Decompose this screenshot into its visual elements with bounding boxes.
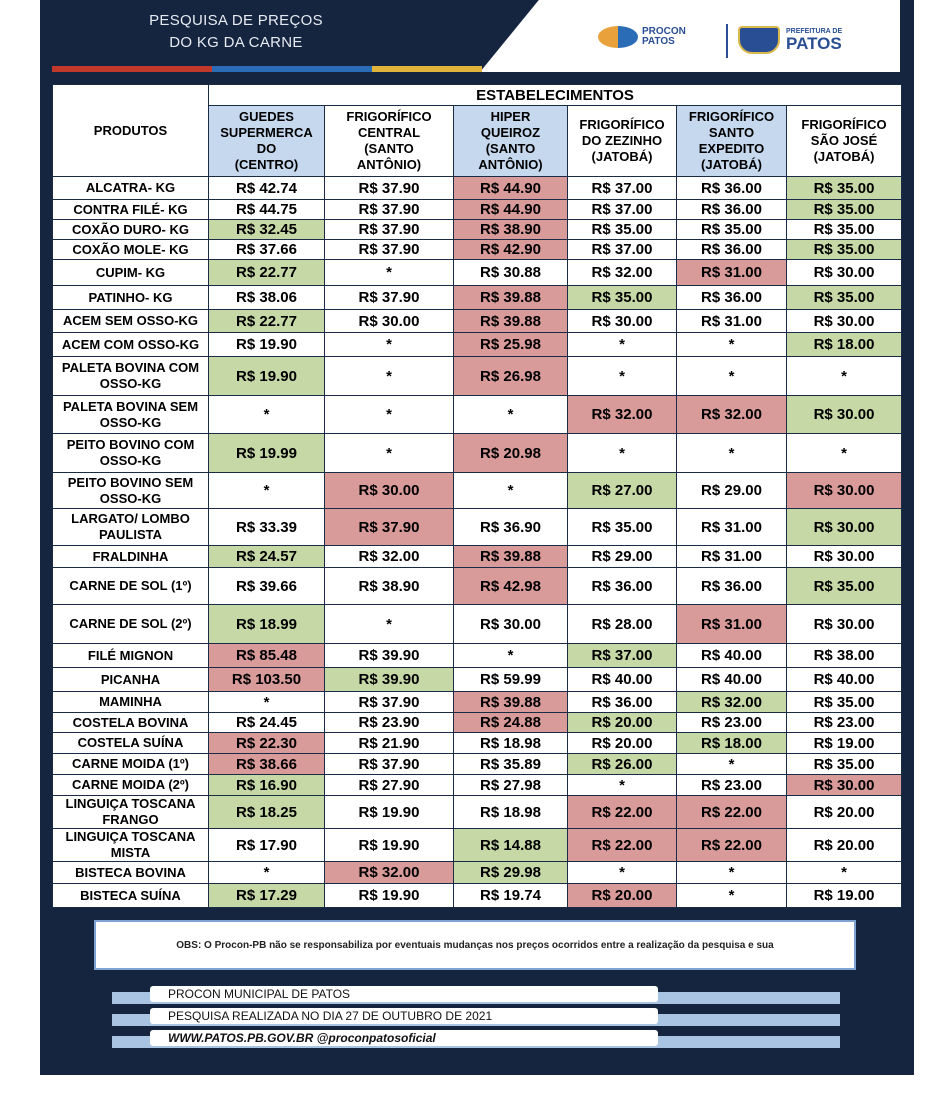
price-cell: R$ 27.98 xyxy=(454,775,568,796)
column-header-line: (CENTRO) xyxy=(234,157,299,172)
product-name: PEITO BOVINO SEM OSSO-KG xyxy=(53,473,209,509)
price-cell: R$ 16.90 xyxy=(209,775,325,796)
price-cell: * xyxy=(209,862,325,884)
column-header-line: EXPEDITO xyxy=(698,141,765,156)
price-cell: R$ 32.00 xyxy=(325,862,454,884)
product-name: BISTECA BOVINA xyxy=(53,862,209,884)
price-cell: R$ 30.00 xyxy=(787,775,902,796)
price-cell: * xyxy=(568,862,677,884)
price-cell: R$ 36.00 xyxy=(677,200,787,220)
column-header-line: GUEDES xyxy=(239,109,294,124)
product-name: COSTELA SUÍNA xyxy=(53,733,209,754)
price-cell: R$ 31.00 xyxy=(677,546,787,568)
price-cell: R$ 39.90 xyxy=(325,668,454,692)
product-name: ALCATRA- KG xyxy=(53,177,209,200)
price-cell: R$ 39.88 xyxy=(454,286,568,310)
price-cell: R$ 30.00 xyxy=(787,310,902,333)
column-header-line: DO ZEZINHO xyxy=(581,133,663,148)
price-cell: R$ 37.00 xyxy=(568,200,677,220)
product-name: PEITO BOVINO COM OSSO-KG xyxy=(53,434,209,473)
price-cell: R$ 30.00 xyxy=(325,310,454,333)
price-cell: R$ 40.00 xyxy=(677,668,787,692)
price-cell: R$ 18.00 xyxy=(677,733,787,754)
table-row xyxy=(53,509,902,546)
column-header-line: FRIGORÍFICO xyxy=(688,109,775,124)
price-cell: * xyxy=(325,605,454,644)
price-cell: R$ 30.00 xyxy=(787,473,902,509)
price-cell: R$ 38.90 xyxy=(454,220,568,240)
column-header-line: SÃO JOSÉ xyxy=(810,133,878,148)
price-cell: R$ 29.00 xyxy=(677,473,787,509)
stripe-red xyxy=(52,66,212,72)
price-cell: R$ 23.00 xyxy=(677,713,787,733)
table-row xyxy=(53,733,902,754)
prefeitura-logo xyxy=(738,26,842,54)
price-cell: R$ 35.00 xyxy=(787,177,902,200)
price-cell: R$ 39.66 xyxy=(209,568,325,605)
column-header-line: DO xyxy=(256,141,277,156)
table-row xyxy=(53,357,902,396)
product-name: FRALDINHA xyxy=(53,546,209,568)
price-cell: R$ 25.98 xyxy=(454,333,568,357)
table-row xyxy=(53,884,902,908)
procon-logo-line2: PATOS xyxy=(642,36,675,47)
price-cell: R$ 27.00 xyxy=(568,473,677,509)
price-cell: R$ 40.00 xyxy=(677,644,787,668)
title-line-2: DO KG DA CARNE xyxy=(169,34,303,51)
price-cell: R$ 18.00 xyxy=(787,333,902,357)
price-cell: R$ 14.88 xyxy=(454,829,568,862)
price-cell: R$ 103.50 xyxy=(209,668,325,692)
price-cell: R$ 22.00 xyxy=(568,796,677,829)
table-row xyxy=(53,546,902,568)
price-cell: R$ 37.90 xyxy=(325,692,454,713)
price-cell: R$ 24.45 xyxy=(209,713,325,733)
price-cell: R$ 36.00 xyxy=(568,568,677,605)
table-row xyxy=(53,796,902,829)
price-cell: R$ 18.99 xyxy=(209,605,325,644)
price-cell: R$ 38.66 xyxy=(209,754,325,775)
price-cell: R$ 30.00 xyxy=(787,260,902,286)
table-row xyxy=(53,829,902,862)
table-row xyxy=(53,862,902,884)
price-cell: R$ 30.00 xyxy=(787,509,902,546)
product-name: FILÉ MIGNON xyxy=(53,644,209,668)
price-cell: R$ 22.00 xyxy=(677,796,787,829)
price-cell: R$ 36.00 xyxy=(677,286,787,310)
price-cell: R$ 35.00 xyxy=(787,240,902,260)
column-header-line: CENTRAL xyxy=(357,125,421,140)
product-name: PALETA BOVINA COM OSSO-KG xyxy=(53,357,209,396)
price-cell: R$ 20.00 xyxy=(568,713,677,733)
price-cell: * xyxy=(677,754,787,775)
table-row xyxy=(53,605,902,644)
price-cell: R$ 37.90 xyxy=(325,177,454,200)
prefeitura-small: PREFEITURA DE xyxy=(786,28,843,35)
price-cell: R$ 31.00 xyxy=(677,260,787,286)
price-cell: * xyxy=(677,884,787,908)
price-cell: R$ 35.00 xyxy=(787,286,902,310)
prefeitura-big: PATOS xyxy=(786,34,842,53)
price-cell: R$ 35.00 xyxy=(787,754,902,775)
table-row xyxy=(53,473,902,509)
price-cell: R$ 23.90 xyxy=(325,713,454,733)
price-cell: R$ 35.00 xyxy=(787,220,902,240)
price-cell: * xyxy=(209,692,325,713)
price-cell: R$ 40.00 xyxy=(787,668,902,692)
price-cell: R$ 29.98 xyxy=(454,862,568,884)
product-name: CARNE MOIDA (2º) xyxy=(53,775,209,796)
price-cell: R$ 39.88 xyxy=(454,692,568,713)
table-row xyxy=(53,713,902,733)
price-cell: R$ 36.00 xyxy=(568,692,677,713)
page-title xyxy=(136,10,336,54)
column-header xyxy=(677,106,787,177)
price-cell: R$ 30.00 xyxy=(787,546,902,568)
price-cell: R$ 35.00 xyxy=(787,568,902,605)
column-header-line: FRIGORÍFICO xyxy=(801,117,887,132)
product-name: CONTRA FILÉ- KG xyxy=(53,200,209,220)
price-cell: R$ 42.90 xyxy=(454,240,568,260)
price-cell: R$ 21.90 xyxy=(325,733,454,754)
table-row xyxy=(53,177,902,200)
price-cell: R$ 38.90 xyxy=(325,568,454,605)
price-cell: R$ 37.90 xyxy=(325,220,454,240)
price-cell: R$ 28.00 xyxy=(568,605,677,644)
price-cell: R$ 24.88 xyxy=(454,713,568,733)
column-header xyxy=(209,106,325,177)
column-header-line: QUEIROZ xyxy=(480,125,541,140)
price-cell: R$ 19.90 xyxy=(209,333,325,357)
title-line-1: PESQUISA DE PREÇOS xyxy=(149,12,323,29)
price-cell: R$ 17.29 xyxy=(209,884,325,908)
product-name: ACEM COM OSSO-KG xyxy=(53,333,209,357)
table-row xyxy=(53,568,902,605)
price-cell: * xyxy=(209,396,325,434)
table-row xyxy=(53,286,902,310)
stripe-blue xyxy=(212,66,372,72)
table-row xyxy=(53,310,902,333)
price-cell: * xyxy=(568,775,677,796)
price-cell: R$ 40.00 xyxy=(568,668,677,692)
column-header-line: HIPER xyxy=(490,109,531,124)
price-cell: R$ 42.74 xyxy=(209,177,325,200)
price-cell: R$ 22.77 xyxy=(209,260,325,286)
price-cell: R$ 31.00 xyxy=(677,509,787,546)
column-header xyxy=(568,106,677,177)
price-cell: R$ 20.98 xyxy=(454,434,568,473)
price-cell: R$ 27.90 xyxy=(325,775,454,796)
stripe-yellow xyxy=(372,66,482,72)
price-cell: * xyxy=(568,357,677,396)
price-cell: R$ 37.90 xyxy=(325,509,454,546)
table-row xyxy=(53,200,902,220)
column-header-line: (SANTO xyxy=(364,141,414,156)
product-name: LARGATO/ LOMBO PAULISTA xyxy=(53,509,209,546)
price-cell: * xyxy=(568,434,677,473)
price-cell: R$ 44.90 xyxy=(454,177,568,200)
price-cell: * xyxy=(677,357,787,396)
price-cell: R$ 39.88 xyxy=(454,546,568,568)
price-cell: R$ 38.06 xyxy=(209,286,325,310)
price-cell: R$ 35.00 xyxy=(568,509,677,546)
product-name: PATINHO- KG xyxy=(53,286,209,310)
price-cell: R$ 17.90 xyxy=(209,829,325,862)
price-cell: * xyxy=(568,333,677,357)
price-cell: R$ 23.00 xyxy=(787,713,902,733)
price-cell: R$ 20.00 xyxy=(568,884,677,908)
product-name: COXÃO MOLE- KG xyxy=(53,240,209,260)
table-row xyxy=(53,434,902,473)
price-cell: R$ 59.99 xyxy=(454,668,568,692)
price-cell: * xyxy=(325,357,454,396)
price-cell: R$ 37.00 xyxy=(568,240,677,260)
price-cell: R$ 33.39 xyxy=(209,509,325,546)
price-cell: R$ 37.00 xyxy=(568,177,677,200)
procon-logo xyxy=(598,26,686,48)
price-cell: R$ 32.00 xyxy=(568,396,677,434)
product-name: COSTELA BOVINA xyxy=(53,713,209,733)
price-cell: * xyxy=(677,333,787,357)
product-name: LINGUIÇA TOSCANA MISTA xyxy=(53,829,209,862)
table-row xyxy=(53,692,902,713)
table-row xyxy=(53,775,902,796)
price-cell: R$ 35.00 xyxy=(787,200,902,220)
product-name: BISTECA SUÍNA xyxy=(53,884,209,908)
price-cell: R$ 35.00 xyxy=(568,286,677,310)
price-cell: R$ 24.57 xyxy=(209,546,325,568)
column-header-line: ANTÔNIO) xyxy=(356,157,422,172)
price-cell: R$ 30.00 xyxy=(454,605,568,644)
price-cell: * xyxy=(677,862,787,884)
table-row xyxy=(53,668,902,692)
column-header-line: SUPERMERCA xyxy=(220,125,313,140)
price-cell: R$ 30.88 xyxy=(454,260,568,286)
price-cell: R$ 31.00 xyxy=(677,310,787,333)
price-cell: R$ 44.75 xyxy=(209,200,325,220)
price-cell: R$ 18.25 xyxy=(209,796,325,829)
obs-notice: OBS: O Procon-PB não se responsabiliza por eventuais mudanças nos preços ocorridos entre a realização da pesquisa e sua xyxy=(94,920,856,970)
price-cell: * xyxy=(325,333,454,357)
table-row xyxy=(53,260,902,286)
price-cell: R$ 36.90 xyxy=(454,509,568,546)
price-cell: R$ 20.00 xyxy=(787,829,902,862)
price-cell: * xyxy=(454,644,568,668)
column-header-line: (JATOBÁ) xyxy=(813,149,875,164)
product-name: MAMINHA xyxy=(53,692,209,713)
column-header-line: SANTO xyxy=(708,125,755,140)
price-cell: * xyxy=(454,473,568,509)
product-name: PALETA BOVINA SEM OSSO-KG xyxy=(53,396,209,434)
table-row xyxy=(53,396,902,434)
city-crest-icon xyxy=(738,26,780,54)
price-cell: R$ 19.74 xyxy=(454,884,568,908)
handshake-icon xyxy=(598,26,638,48)
price-cell: R$ 31.00 xyxy=(677,605,787,644)
price-cell: R$ 22.30 xyxy=(209,733,325,754)
table-row xyxy=(53,333,902,357)
price-cell: R$ 29.00 xyxy=(568,546,677,568)
price-cell: R$ 35.00 xyxy=(787,692,902,713)
price-cell: R$ 22.00 xyxy=(568,829,677,862)
price-cell: R$ 39.90 xyxy=(325,644,454,668)
price-cell: R$ 19.99 xyxy=(209,434,325,473)
establishments-header: ESTABELECIMENTOS xyxy=(209,85,902,106)
price-cell: R$ 18.98 xyxy=(454,796,568,829)
price-cell: R$ 19.90 xyxy=(325,884,454,908)
price-cell: R$ 36.00 xyxy=(677,568,787,605)
price-cell: R$ 37.90 xyxy=(325,754,454,775)
price-cell: R$ 20.00 xyxy=(568,733,677,754)
price-cell: R$ 36.00 xyxy=(677,240,787,260)
price-cell: R$ 26.98 xyxy=(454,357,568,396)
product-name: PICANHA xyxy=(53,668,209,692)
price-cell: R$ 37.90 xyxy=(325,240,454,260)
price-cell: * xyxy=(787,357,902,396)
price-cell: * xyxy=(454,396,568,434)
price-cell: R$ 30.00 xyxy=(787,605,902,644)
price-cell: R$ 19.90 xyxy=(325,829,454,862)
price-cell: R$ 35.89 xyxy=(454,754,568,775)
price-cell: R$ 22.00 xyxy=(677,829,787,862)
column-header-line: ANTÔNIO) xyxy=(478,157,543,172)
price-cell: R$ 26.00 xyxy=(568,754,677,775)
price-cell: R$ 32.00 xyxy=(677,396,787,434)
table-row xyxy=(53,240,902,260)
price-cell: R$ 37.66 xyxy=(209,240,325,260)
price-cell: R$ 42.98 xyxy=(454,568,568,605)
price-cell: R$ 35.00 xyxy=(677,220,787,240)
price-cell: R$ 35.00 xyxy=(568,220,677,240)
price-cell: R$ 32.00 xyxy=(325,546,454,568)
product-name: CARNE MOIDA (1º) xyxy=(53,754,209,775)
column-header xyxy=(454,106,568,177)
price-cell: R$ 30.00 xyxy=(325,473,454,509)
price-cell: R$ 23.00 xyxy=(677,775,787,796)
price-cell: R$ 37.00 xyxy=(568,644,677,668)
price-cell: R$ 38.00 xyxy=(787,644,902,668)
price-cell: R$ 85.48 xyxy=(209,644,325,668)
footer-line-2: PESQUISA REALIZADA NO DIA 27 DE OUTUBRO DE 2021 xyxy=(150,1008,658,1024)
table-row xyxy=(53,220,902,240)
price-cell: * xyxy=(209,473,325,509)
column-header-line: (JATOBÁ) xyxy=(591,149,653,164)
product-name: CARNE DE SOL (1º) xyxy=(53,568,209,605)
price-cell: R$ 19.90 xyxy=(325,796,454,829)
price-cell: R$ 37.90 xyxy=(325,286,454,310)
price-cell: R$ 30.00 xyxy=(568,310,677,333)
price-cell: R$ 37.90 xyxy=(325,200,454,220)
product-name: ACEM SEM OSSO-KG xyxy=(53,310,209,333)
column-header-line: FRIGORÍFICO xyxy=(579,117,665,132)
column-header xyxy=(325,106,454,177)
column-header-line: (SANTO xyxy=(485,141,536,156)
price-cell: R$ 18.98 xyxy=(454,733,568,754)
product-name: COXÃO DURO- KG xyxy=(53,220,209,240)
price-cell: R$ 32.00 xyxy=(677,692,787,713)
procon-logo-line1: PROCON xyxy=(642,26,686,37)
price-cell: * xyxy=(787,434,902,473)
price-cell: * xyxy=(325,396,454,434)
logo-divider xyxy=(726,24,728,58)
price-cell: * xyxy=(677,434,787,473)
price-cell: R$ 20.00 xyxy=(787,796,902,829)
price-cell: R$ 32.45 xyxy=(209,220,325,240)
product-name: CARNE DE SOL (2º) xyxy=(53,605,209,644)
price-cell: * xyxy=(787,862,902,884)
column-header-line: FRIGORÍFICO xyxy=(346,109,432,124)
table-row xyxy=(53,754,902,775)
table-row xyxy=(53,644,902,668)
price-table xyxy=(52,84,902,908)
price-cell: R$ 32.00 xyxy=(568,260,677,286)
price-cell: R$ 39.88 xyxy=(454,310,568,333)
column-header xyxy=(787,106,902,177)
product-name: LINGUIÇA TOSCANA FRANGO xyxy=(53,796,209,829)
price-cell: * xyxy=(325,260,454,286)
footer-line-1: PROCON MUNICIPAL DE PATOS xyxy=(150,986,658,1002)
column-header-line: (JATOBÁ) xyxy=(701,157,762,172)
price-cell: R$ 30.00 xyxy=(787,396,902,434)
price-cell: R$ 19.00 xyxy=(787,884,902,908)
price-cell: R$ 36.00 xyxy=(677,177,787,200)
products-header: PRODUTOS xyxy=(53,85,209,177)
product-name: CUPIM- KG xyxy=(53,260,209,286)
price-cell: * xyxy=(325,434,454,473)
price-cell: R$ 19.00 xyxy=(787,733,902,754)
footer-website: WWW.PATOS.PB.GOV.BR @proconpatosoficial xyxy=(150,1030,658,1046)
price-cell: R$ 44.90 xyxy=(454,200,568,220)
price-cell: R$ 22.77 xyxy=(209,310,325,333)
price-cell: R$ 19.90 xyxy=(209,357,325,396)
